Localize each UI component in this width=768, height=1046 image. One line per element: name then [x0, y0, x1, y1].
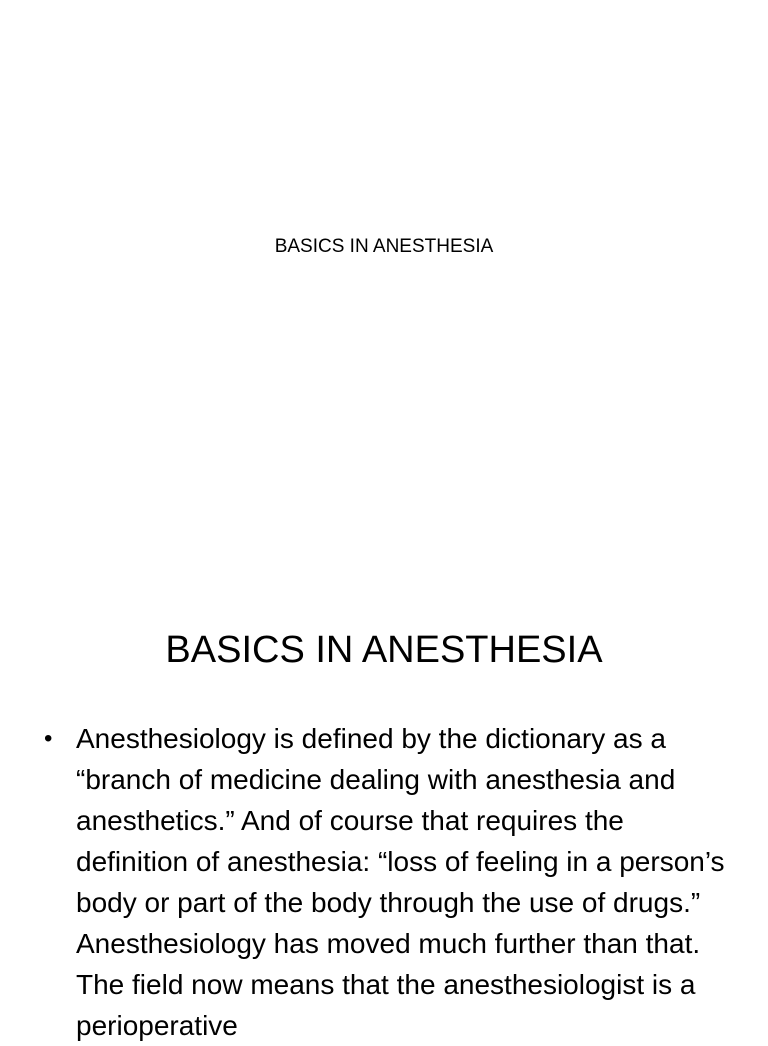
bullet-item: [40, 718, 730, 1046]
slide-2-title: BASICS IN ANESTHESIA: [165, 629, 603, 671]
bullet-dot-icon: •: [44, 725, 53, 752]
bullet-list: [40, 718, 730, 1046]
bullet-text: Anesthesiology is defined by the dictionary as a “branch of medicine dealing with anesthesia and anesthetics.” And of course that requires the definition of anesthesia: “loss of feeling in a person’s body or part of the body through the use of drugs.” Anesthesiology has moved much further than that. The field now means that the anesthesiologist is a perioperative: [76, 723, 725, 1041]
slide-2: [0, 576, 768, 1041]
slide-1-title: BASICS IN ANESTHESIA: [274, 236, 494, 257]
